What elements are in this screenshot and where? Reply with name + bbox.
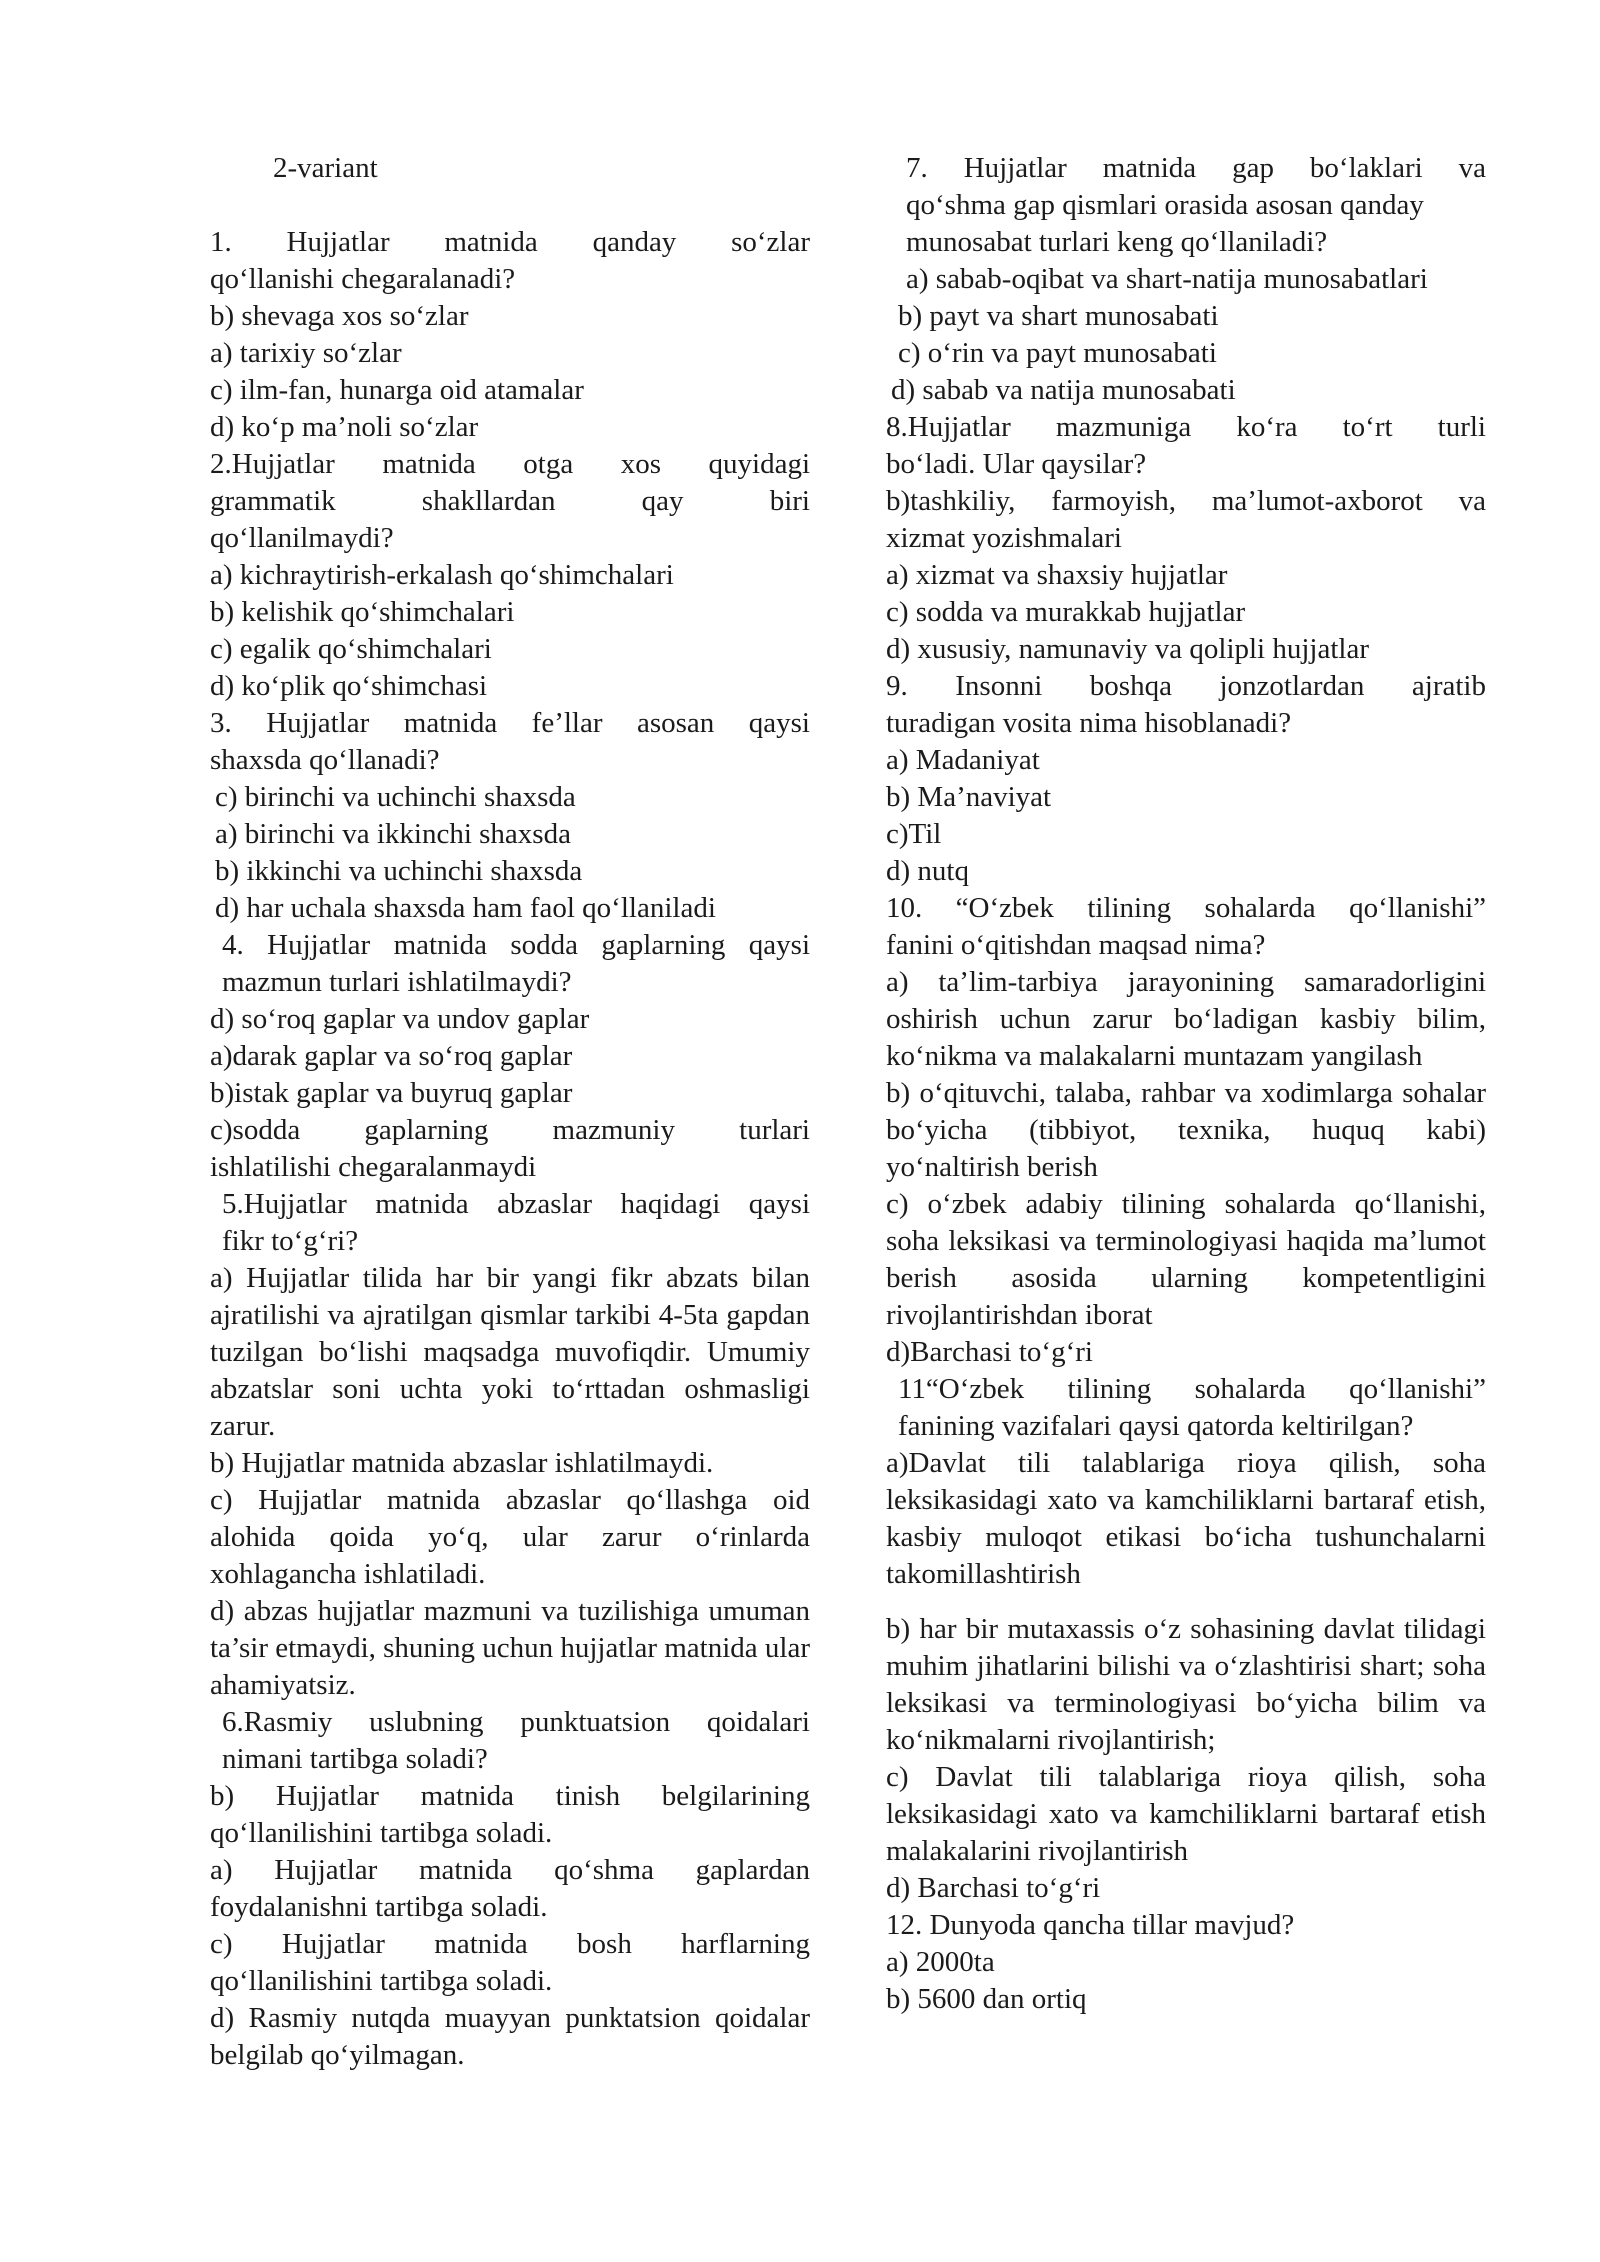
text-line: b) Hujjatlar matnida abzaslar ishlatilmaydi. bbox=[210, 1447, 714, 1479]
text-line: b)istak gaplar va buyruq gaplar bbox=[210, 1077, 573, 1109]
text-line: d) nutq bbox=[886, 855, 969, 887]
text-line: a) birinchi va ikkinchi shaxsda bbox=[215, 818, 571, 850]
text-line: shaxsda qo‘llanadi? bbox=[210, 744, 440, 776]
text-line: qo‘llanilmaydi? bbox=[210, 522, 394, 554]
text-line: d) Barchasi to‘g‘ri bbox=[886, 1872, 1101, 1904]
text-line: a) Hujjatlar matnida qo‘shma gaplardan foydalanishni tartibga soladi. bbox=[210, 1854, 810, 1923]
text-line: fanini o‘qitishdan maqsad nima? bbox=[886, 929, 1266, 961]
text-line: fanining vazifalari qaysi qatorda keltirilgan? bbox=[898, 1410, 1414, 1442]
text-line: a) kichraytirish-erkalash qo‘shimchalari bbox=[210, 559, 674, 591]
text-line: b) o‘qituvchi, talaba, rahbar va xodimlarga sohalar bo‘yicha (tibbiyot, texnika, huquq kabi) yo‘naltirish berish bbox=[886, 1077, 1486, 1183]
text-line: 1. Hujjatlar matnida qanday so‘zlar bbox=[210, 226, 810, 258]
text-line: c) egalik qo‘shimchalari bbox=[210, 633, 492, 665]
variant-title: 2-variant bbox=[273, 152, 378, 184]
text-line: 3. Hujjatlar matnida fe’llar asosan qaysi bbox=[210, 707, 810, 739]
text-line: a)darak gaplar va so‘roq gaplar bbox=[210, 1040, 573, 1072]
text-line: a) xizmat va shaxsiy hujjatlar bbox=[886, 559, 1228, 591]
text-line: d) ko‘p ma’noli so‘zlar bbox=[210, 411, 479, 443]
text-line: c) birinchi va uchinchi shaxsda bbox=[215, 781, 576, 813]
text-line: a) tarixiy so‘zlar bbox=[210, 337, 402, 369]
text-line: c) Davlat tili talablariga rioya qilish, soha leksikasidagi xato va kamchiliklarni bartaraf etish malakalarini rivojlantirish bbox=[886, 1761, 1486, 1867]
text-line: c) o‘rin va payt munosabati bbox=[898, 337, 1217, 369]
text-line: 10. “O‘zbek tilining sohalarda qo‘llanishi” bbox=[886, 892, 1486, 924]
text-line: nimani tartibga soladi? bbox=[222, 1743, 488, 1775]
text-line: 4. Hujjatlar matnida sodda gaplarning qaysi bbox=[222, 929, 810, 961]
left-column bbox=[210, 150, 810, 2074]
text-line: 7. Hujjatlar matnida gap bo‘laklari va bbox=[906, 152, 1486, 184]
text-line: b) 5600 dan ortiq bbox=[886, 1983, 1087, 2015]
text-line: d) har uchala shaxsda ham faol qo‘llaniladi bbox=[215, 892, 716, 924]
text-line: a) 2000ta bbox=[886, 1946, 995, 1978]
text-line: c) o‘zbek adabiy tilining sohalarda qo‘llanishi, soha leksikasi va terminologiyasi haqida ma’lumot berish asosida ularning kompetentligini rivojlantirishdan iborat bbox=[886, 1188, 1486, 1331]
text-line: a) sabab-oqibat va shart-natija munosabatlari bbox=[906, 263, 1428, 295]
text-line: b) shevaga xos so‘zlar bbox=[210, 300, 469, 332]
text-line: d) xususiy, namunaviy va qolipli hujjatlar bbox=[886, 633, 1369, 665]
text-line: fikr to‘g‘ri? bbox=[222, 1225, 359, 1257]
text-line: b) har bir mutaxassis o‘z sohasining davlat tilidagi muhim jihatlarini bilishi va o‘zlashtirisi shart; soha leksikasi va terminologiyasi bo‘yicha bilim va ko‘nikmalarni rivojlantirish; bbox=[886, 1613, 1486, 1756]
text-line: 6.Rasmiy uslubning punktuatsion qoidalari bbox=[222, 1706, 810, 1738]
text-line: c) Hujjatlar matnida bosh harflarning qo‘llanilishini tartibga soladi. bbox=[210, 1928, 810, 1997]
text-line: grammatik shakllardan qay biri bbox=[210, 485, 810, 517]
text-line: 11“O‘zbek tilining sohalarda qo‘llanishi” bbox=[898, 1373, 1486, 1405]
text-line: b) Hujjatlar matnida tinish belgilarining qo‘llanilishini tartibga soladi. bbox=[210, 1780, 810, 1849]
text-line: bo‘ladi. Ular qaysilar? bbox=[886, 448, 1147, 480]
text-line: 8.Hujjatlar mazmuniga ko‘ra to‘rt turli bbox=[886, 411, 1486, 443]
text-line: 5.Hujjatlar matnida abzaslar haqidagi qaysi bbox=[222, 1188, 810, 1220]
text-line: c)Til bbox=[886, 818, 942, 850]
text-line: b) kelishik qo‘shimchalari bbox=[210, 596, 515, 628]
text-line: b)tashkiliy, farmoyish, ma’lumot-axborot va bbox=[886, 485, 1486, 517]
text-line: 2.Hujjatlar matnida otga xos quyidagi bbox=[210, 448, 810, 480]
text-line: b) payt va shart munosabati bbox=[898, 300, 1219, 332]
text-line: d) abzas hujjatlar mazmuni va tuzilishiga umuman ta’sir etmaydi, shuning uchun hujjatlar matnida ular ahamiyatsiz. bbox=[210, 1595, 810, 1701]
text-line: 12. Dunyoda qancha tillar mavjud? bbox=[886, 1909, 1295, 1941]
text-line: b) ikkinchi va uchinchi shaxsda bbox=[215, 855, 583, 887]
text-line: d) so‘roq gaplar va undov gaplar bbox=[210, 1003, 590, 1035]
text-line: qo‘llanishi chegaralanadi? bbox=[210, 263, 516, 295]
text-line: c) Hujjatlar matnida abzaslar qo‘llashga oid alohida qoida yo‘q, ular zarur o‘rinlarda xohlagancha ishlatiladi. bbox=[210, 1484, 810, 1590]
text-line: a) Hujjatlar tilida har bir yangi fikr abzats bilan ajratilishi va ajratilgan qismlar tarkibi 4-5ta gapdan tuzilgan bo‘lishi maqsadga muvofiqdir. Umumiy abzatslar soni uchta yoki to‘rttadan oshmasligi zarur. bbox=[210, 1262, 810, 1442]
right-column bbox=[886, 150, 1486, 2018]
text-line: d) Rasmiy nutqda muayyan punktatsion qoidalar belgilab qo‘yilmagan. bbox=[210, 2002, 810, 2071]
text-line: 9. Insonni boshqa jonzotlardan ajratib bbox=[886, 670, 1486, 702]
text-line: ishlatilishi chegaralanmaydi bbox=[210, 1151, 537, 1183]
text-line: b) Ma’naviyat bbox=[886, 781, 1052, 813]
text-line: mazmun turlari ishlatilmaydi? bbox=[222, 966, 572, 998]
text-line: c) ilm-fan, hunarga oid atamalar bbox=[210, 374, 584, 406]
text-line: a)Davlat tili talablariga rioya qilish, soha leksikasidagi xato va kamchiliklarni bartaraf etish, kasbiy muloqot etikasi bo‘icha tushunchalarni takomillashtirish bbox=[886, 1447, 1486, 1590]
text-line: munosabat turlari keng qo‘llaniladi? bbox=[906, 226, 1328, 258]
text-line: qo‘shma gap qismlari orasida asosan qanday bbox=[906, 189, 1424, 221]
text-line: d)Barchasi to‘g‘ri bbox=[886, 1336, 1093, 1368]
text-line: c)sodda gaplarning mazmuniy turlari bbox=[210, 1114, 810, 1146]
text-line: xizmat yozishmalari bbox=[886, 522, 1122, 554]
text-line: c) sodda va murakkab hujjatlar bbox=[886, 596, 1246, 628]
text-line: turadigan vosita nima hisoblanadi? bbox=[886, 707, 1292, 739]
text-line: a) ta’lim-tarbiya jarayonining samaradorligini oshirish uchun zarur bo‘ladigan kasbiy bilim, ko‘nikma va malakalarni muntazam yangilash bbox=[886, 966, 1486, 1072]
text-line: d) sabab va natija munosabati bbox=[891, 374, 1236, 406]
text-line: d) ko‘plik qo‘shimchasi bbox=[210, 670, 488, 702]
text-line: a) Madaniyat bbox=[886, 744, 1040, 776]
